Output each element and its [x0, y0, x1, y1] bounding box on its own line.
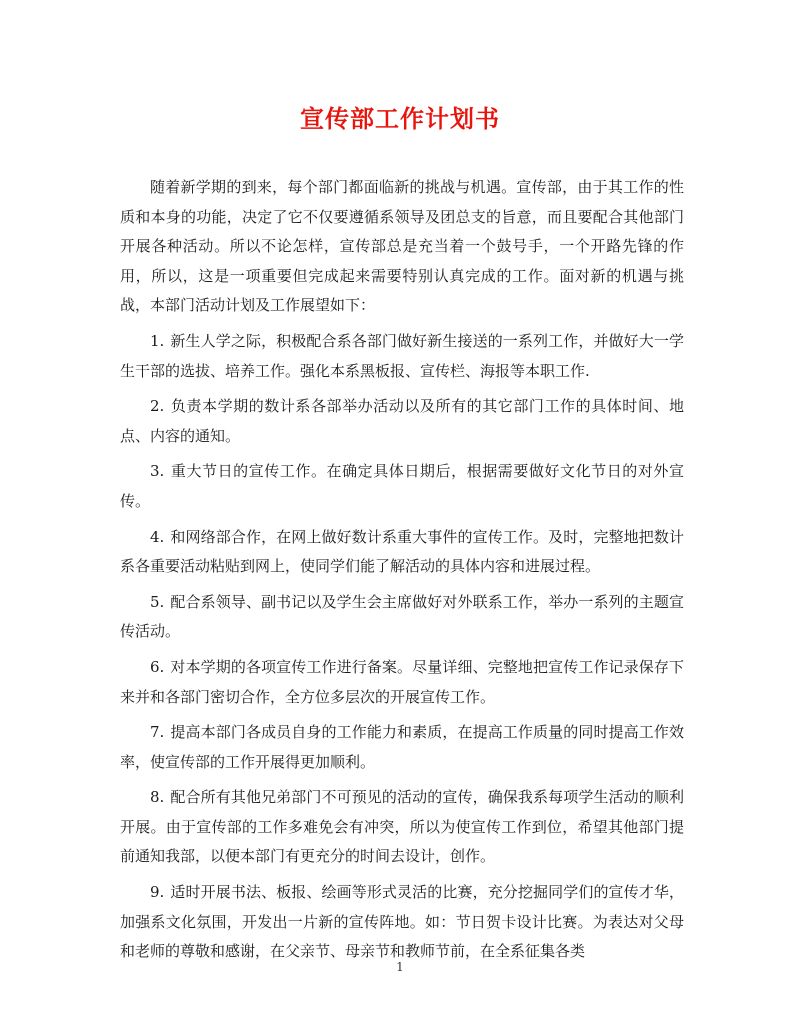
- list-item: [120, 718, 684, 777]
- list-item: [120, 588, 684, 647]
- list-item: [120, 878, 684, 967]
- item-text: 配合系领导、副书记以及学生会主席做好对外联系工作，举办一系列的主题宣传活动。: [120, 592, 684, 641]
- item-text: 新生人学之际，积极配合系各部门做好新生接送的一系列工作，并做好大一学生干部的选拔、培养工作。强化本系黑板报、宣传栏、海报等本职工作.: [120, 331, 684, 380]
- document-body: [120, 173, 684, 973]
- item-number: 5.: [150, 592, 165, 611]
- list-item: [120, 327, 684, 386]
- item-text: 适时开展书法、板报、绘画等形式灵活的比赛，充分挖掘同学们的宣传才华，加强系文化氛围，开发出一片新的宣传阵地。如：节日贺卡设计比赛。为表达对父母和老师的尊敬和感谢，在父亲节、母亲节和教师节前，在全系征集各类: [120, 883, 684, 961]
- item-text: 提高本部门各成员自身的工作能力和素质，在提高工作质量的同时提高工作效率，使宣传部的工作开展得更加顺利。: [120, 723, 684, 771]
- item-number: 9.: [150, 883, 165, 902]
- item-number: 6.: [150, 657, 165, 676]
- item-text: 重大节日的宣传工作。在确定具体日期后，根据需要做好文化节日的对外宣传。: [120, 462, 684, 510]
- list-item: [120, 457, 684, 516]
- item-number: 1.: [150, 331, 165, 350]
- item-text: 对本学期的各项宣传工作进行备案。尽量详细、完整地把宣传工作记录保存下来并和各部门密切合作，全方位多层次的开展宣传工作。: [120, 657, 684, 706]
- list-item: [120, 392, 684, 451]
- item-number: 4.: [150, 527, 165, 546]
- list-item: [120, 523, 684, 582]
- item-number: 8.: [150, 788, 165, 807]
- list-item: [120, 783, 684, 872]
- item-number: 2.: [150, 397, 165, 416]
- item-number: 7.: [150, 723, 165, 742]
- page-number: 1: [396, 960, 404, 974]
- intro-paragraph: 随着新学期的到来，每个部门都面临新的挑战与机遇。宣传部，由于其工作的性质和本身的功能，决定了它不仅要遵循系领导及团总支的旨意，而且要配合其他部门开展各种活动。所以不论怎样，宣传部总是充当着一个鼓号手，一个开路先锋的作用，所以，这是一项重要但完成起来需要特别认真完成的工作。面对新的机遇与挑战，本部门活动计划及工作展望如下：: [120, 178, 684, 315]
- item-text: 负责本学期的数计系各部举办活动以及所有的其它部门工作的具体时间、地点、内容的通知。: [120, 397, 684, 445]
- item-text: 和网络部合作，在网上做好数计系重大事件的宣传工作。及时，完整地把数计系各重要活动粘贴到网上，使同学们能了解活动的具体内容和进展过程。: [120, 527, 684, 576]
- item-number: 3.: [150, 462, 165, 481]
- item-text: 配合所有其他兄弟部门不可预见的活动的宣传，确保我系每项学生活动的顺利开展。由于宣传部的工作多难免会有冲突，所以为使宣传工作到位，希望其他部门提前通知我部，以便本部门有更充分的时间去设计，创作。: [120, 788, 684, 866]
- document-title: 宣传部工作计划书: [300, 104, 500, 133]
- list-item: [120, 653, 684, 712]
